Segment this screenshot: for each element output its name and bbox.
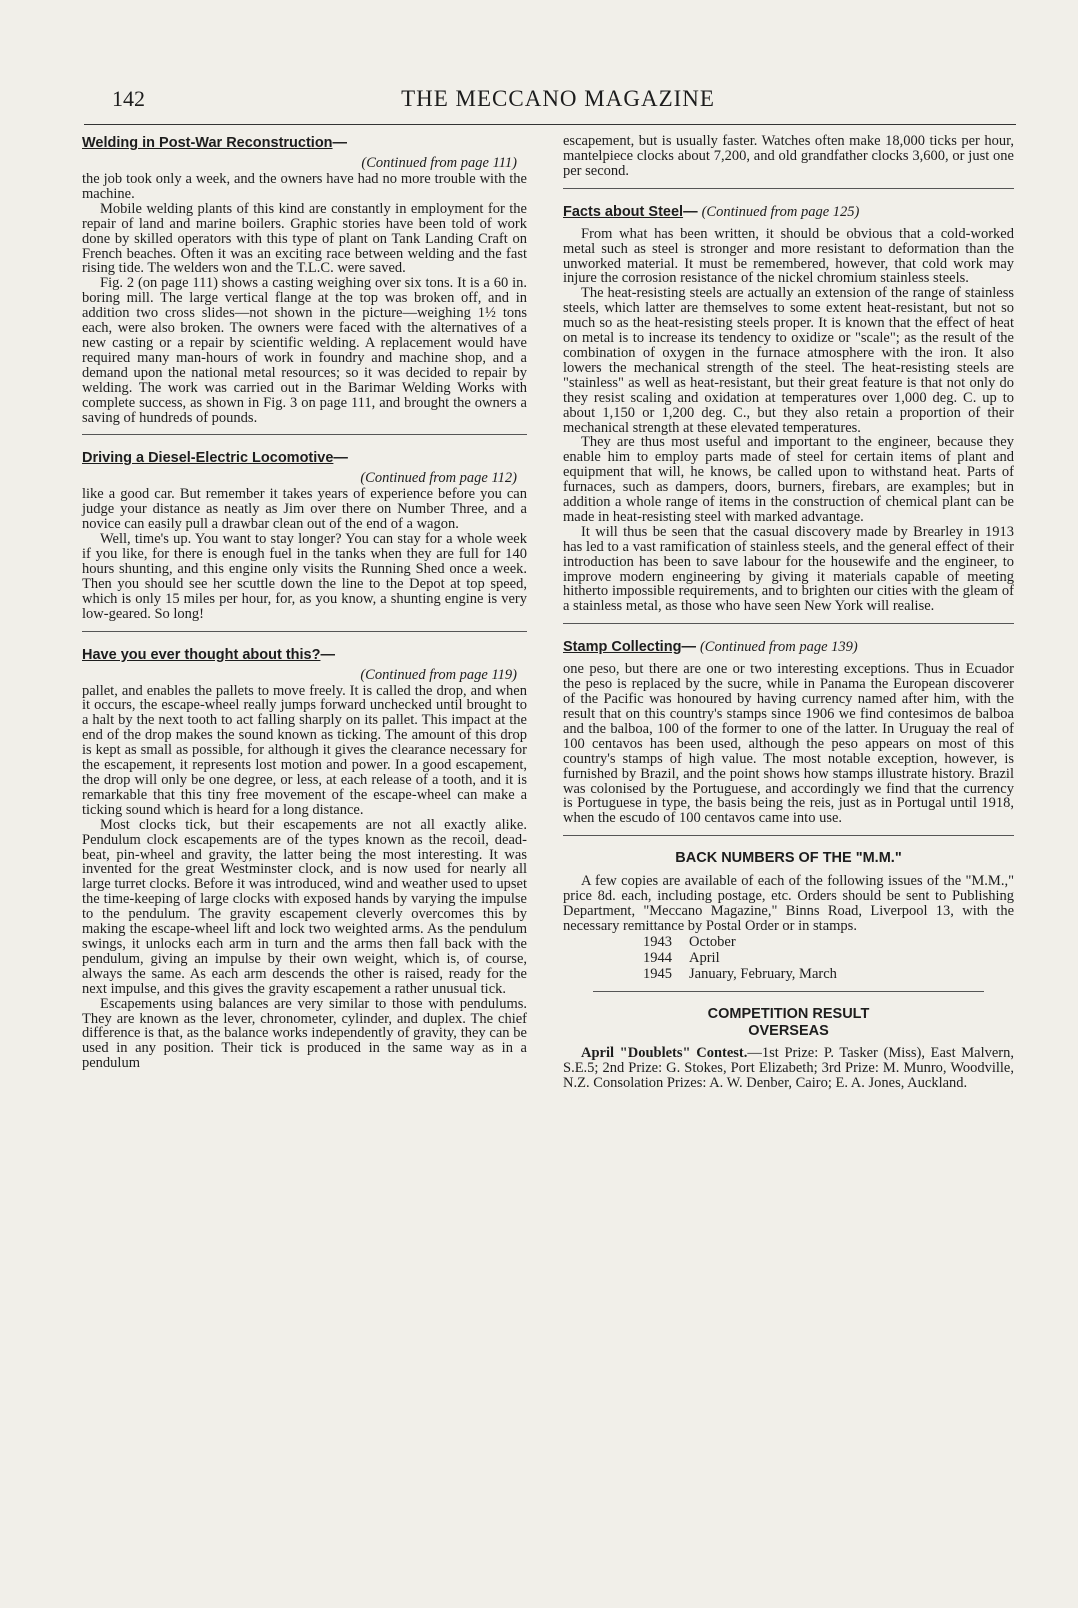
- section-divider: [563, 623, 1014, 624]
- section-divider: [563, 835, 1014, 836]
- article-paragraph: Escapements using balances are very similar to those with pendulums. They are known as the lever, chronometer, cylinder, and duplex. The chief difference is that, as the balance works independently of gravity, they can be used in any position. Their tick is produced in the same way as in a pendulum: [82, 995, 527, 1072]
- contest-name: April "Doublets" Contest.: [581, 1044, 748, 1061]
- article-title: Have you ever thought about this?: [82, 646, 321, 663]
- article-heading: [82, 646, 527, 664]
- section-divider: [593, 991, 984, 992]
- article-heading: [563, 203, 1014, 221]
- issue-row: [643, 950, 1014, 966]
- article-paragraph: The heat-resisting steels are actually an extension of the range of stainless steels, which latter are themselves to some extent heat-resistant, but not so much so as the heat-resisting steels proper. It is known that the effect of heat on metal is to increase its tendency to oxidize or "scale"; as the result of the combination of oxygen in the furnace atmosphere with the iron. It also lowers the mechanical strength of the steel. The heat-resisting steels are "stainless" as well as heat-resistant, but their great feature is that not only do they resist scaling and oxidation at temperatures over 1,000 deg. C. up to about 1,150 or 1,200 deg. C., but they also retain a proportion of their mechanical strength at these elevated temperatures.: [563, 285, 1014, 436]
- article-heading: [82, 449, 527, 467]
- article-thought: [82, 646, 527, 1072]
- continued-note: (Continued from page 111): [361, 155, 517, 171]
- article-title: Welding in Post-War Reconstruction: [82, 135, 333, 151]
- continued-note: (Continued from page 112): [360, 470, 517, 487]
- competition-title: COMPETITION RESULT: [707, 1005, 870, 1022]
- section-divider: [563, 188, 1014, 189]
- issue-list: [643, 934, 1014, 982]
- contest-results: —1st Prize: P. Tasker (Miss), East Malvern, S.E.5; 2nd Prize: G. Stokes, Port Elizabeth; 3rd Prize: M. Munro, Woodville, N.Z. Consolation Prizes: A. W. Denber, Cairo; E. A. Jones, Auckland.: [563, 1044, 1015, 1091]
- competition-result: [563, 1006, 1014, 1091]
- heading-dash: —: [320, 646, 335, 663]
- issue-year: 1945: [643, 965, 672, 982]
- article-title: Driving a Diesel-Electric Locomotive: [82, 450, 334, 467]
- continued-note: (Continued from page 119): [360, 666, 517, 683]
- article-paragraph: the job took only a week, and the owners have had no more trouble with the machine.: [82, 171, 527, 202]
- issue-months: April: [689, 949, 720, 966]
- issue-months: January, February, March: [689, 965, 837, 982]
- heading-dash: —: [333, 450, 348, 467]
- article-paragraph: escapement, but is usually faster. Watches often make 18,000 ticks per hour, mantelpiece clocks about 7,200, and old grandfather clocks 3,600, or just one per second.: [563, 133, 1014, 179]
- section-divider: [82, 434, 527, 435]
- heading-dash: —: [683, 203, 698, 220]
- article-heading: [82, 134, 527, 152]
- article-diesel: [82, 449, 527, 621]
- continued-note: (Continued from page 139): [699, 639, 858, 656]
- issue-months: October: [689, 933, 736, 950]
- article-paragraph: one peso, but there are one or two interesting exceptions. Thus in Ecuador the peso is replaced by the sucre, while in Panama the European discoverer of the Pacific was honoured by having currency named after him, with the result that on this country's stamps since 1906 we find contesimos de balboa and the balboa, 100 of the former to one of the latter. In Uruguay the real of 100 centavos has been used, although the peso appears on most of this country's stamps of high value. The most notable exception, however, is furnished by Brazil, and the point shows how stamps illustrate history. Brazil was colonised by the Portuguese, and accordingly we find that the currency is Portuguese in type, the basis being the reis, just as in Portugal until 1918, when the escudo of 100 centavos came into use.: [563, 661, 1014, 827]
- page-number: 142: [112, 86, 145, 111]
- article-paragraph: Mobile welding plants of this kind are constantly in employment for the repair of land and marine boilers. Graphic stories have been told of work done by skilled operators with this type of plant on Tank Landing Craft on French beaches. Often it was an exciting race between welding and the fast rising tide. The welders won and the T.L.C. were saved.: [82, 200, 527, 277]
- heading-dash: —: [681, 639, 696, 656]
- article-paragraph: Fig. 2 (on page 111) shows a casting weighing over six tons. It is a 60 in. boring mill. The large vertical flange at the top was broken off, and in addition two cross slides—not shown in the picture—weighing 1½ tons each, were also broken. The owners were faced with the alternatives of a new casting or a repair by scientific welding. A replacement would have required many man-hours of work in foundry and machine shop, and a demand upon the national metal resources; so it was decided to repair by welding. The work was carried out in the Barimar Welding Works with complete success, as shown in Fig. 3 on page 111, and brought the owners a saving of hundreds of pounds.: [82, 275, 527, 426]
- article-paragraph: Well, time's up. You want to stay longer? You can stay for a whole week if you like, for there is enough fuel in the tanks when they are full for 140 hours shunting, and this engine only visits the Running Shed once a week. Then you should see her scuttle down the line to the Depot at top speed, which is only 15 miles per hour, for, as you know, a shunting engine is very low-geared. So long!: [82, 531, 527, 622]
- article-title: Stamp Collecting: [563, 639, 682, 656]
- article-paragraph: like a good car. But remember it takes years of experience before you can judge your distance as neatly as Jim over there on Number Three, and a novice can easily pull a drawbar clean out of the end of a wagon.: [82, 486, 527, 533]
- article-heading: [563, 638, 1014, 656]
- back-numbers-notice: [563, 850, 1014, 982]
- heading-dash: —: [332, 135, 348, 151]
- header-rule: [84, 124, 1016, 125]
- article-paragraph: pallet, and enables the pallets to move freely. It is called the drop, and when it occurs, the escape-wheel really jumps forward unchecked until brought to a halt by the next tooth to act falling sharply on its pallet. This impact at the end of the drop makes the sound known as ticking. The amount of this drop is kept as small as possible, for although it gives the clearance necessary for the escapement, it represents lost motion and power. In a good escapement, the drop will only be one degree, or less, at each release of a tooth, and it is remarkable that this tiny free movement of the escape-wheel can make a ticking sound which is heard for a long distance.: [82, 682, 527, 818]
- continued-note: (Continued from page 125): [701, 203, 860, 220]
- page-header: [108, 84, 1008, 124]
- article-title: Facts about Steel: [563, 203, 684, 220]
- competition-subtitle: OVERSEAS: [748, 1022, 829, 1039]
- article-welding: [82, 134, 527, 425]
- section-divider: [82, 631, 527, 632]
- article-paragraph: From what has been written, it should be obvious that a cold-worked metal such as steel is stronger and more resistant to deformation than the unworked material. It must be remembered, however, that cold work may injure the corrosion resistance of the nickel chromium stainless steels.: [563, 225, 1014, 287]
- issue-row: [643, 966, 1014, 982]
- article-paragraph: It will thus be seen that the casual discovery made by Brearley in 1913 has led to a vast ramification of stainless steels, and the general effect of their introduction has been to save labour for the housewife and the engineer, to improve modern engineering by giving it materials capable of meeting hitherto impossible requirements, and to brighten our cities with the gleam of a stainless metal, as those who have seen New York will realise.: [563, 523, 1014, 615]
- back-numbers-title: BACK NUMBERS OF THE "M.M.": [675, 850, 902, 867]
- article-steel: [563, 203, 1014, 615]
- issue-year: 1943: [643, 933, 672, 950]
- magazine-title: THE MECCANO MAGAZINE: [401, 86, 715, 111]
- article-paragraph: Most clocks tick, but their escapements are not all exactly alike. Pendulum clock escapements are of the types known as the recoil, dead-beat, pin-wheel and gravity, the latter being the most interesting. It was invented for the great Westminster clock, and is now used for nearly all large turret clocks. Before it was introduced, wind and weather used to upset the time-keeping of large clocks with exposed hands by varying the impulse to the pendulum. The gravity escapement cleverly overcomes this by making the escape-wheel lift and lock two weighted arms. As the pendulum swings, it unlocks each arm in turn and the arms then fall back with the pendulum, giving an impulse by their own weight, which is, of course, always the same. As each arm descends the other is raised, ready for the next impulse, and this gives the gravity escapement a rather unusual tick.: [82, 816, 527, 997]
- competition-text: [563, 1046, 1014, 1091]
- right-column: [563, 134, 1014, 1091]
- left-column: [82, 134, 527, 1071]
- article-stamp: [563, 638, 1014, 826]
- article-paragraph: They are thus most useful and important to the engineer, because they enable him to employ parts made of steel for certain items of plant and equipment that will, he knows, be called upon to withstand heat. Parts of furnaces, such as dampers, doors, burners, firebars, are examples; but in addition a whole range of items in the construction of chemical plant can be made in heat-resisting steel with marked advantage.: [563, 434, 1014, 525]
- issue-year: 1944: [643, 949, 672, 966]
- back-numbers-text: A few copies are available of each of the following issues of the "M.M.," price 8d. each, including postage, etc. Orders should be sent to Publishing Department, "Meccano Magazine," Binns Road, Liverpool 13, with the necessary remittance by Postal Order or in stamps.: [563, 873, 1014, 934]
- issue-row: [643, 934, 1014, 950]
